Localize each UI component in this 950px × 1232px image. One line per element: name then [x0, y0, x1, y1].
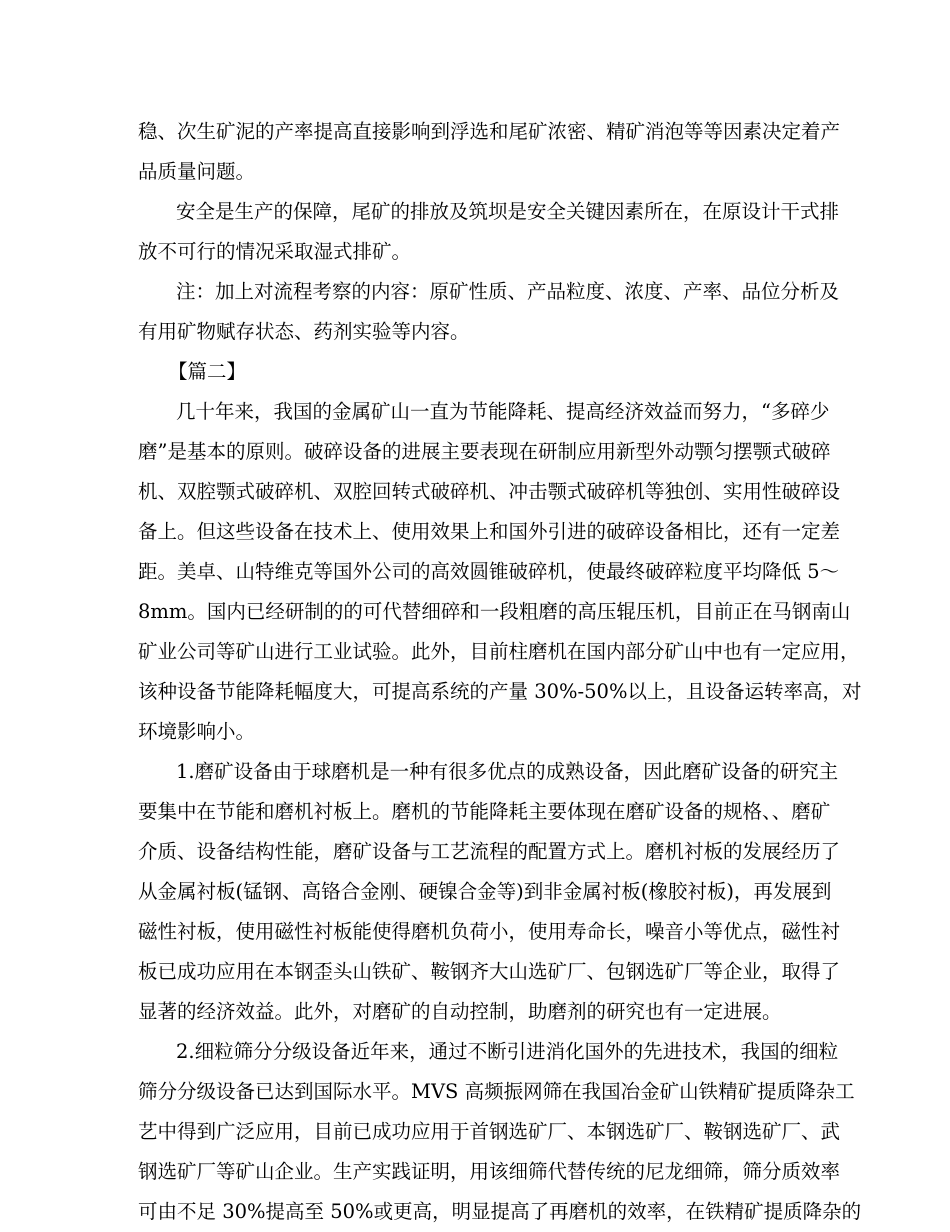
text-line: 显著的经济效益。此外，对磨矿的自动控制，助磨剂的研究也有一定进展。 [138, 1000, 782, 1023]
text-line: 1.磨矿设备由于球磨机是一种有很多优点的成熟设备，因此磨矿设备的研究主 [176, 760, 839, 783]
text-line: 备上。但这些设备在技术上、使用效果上和国外引进的破碎设备相比，还有一定差 [138, 520, 841, 543]
text-line: 该种设备节能降耗幅度大，可提高系统的产量 30%-50%以上，且设备运转率高，对 [138, 680, 862, 703]
text-line: 钢选矿厂等矿山企业。生产实践证明，用该细筛代替传统的尼龙细筛，筛分质效率 [138, 1160, 841, 1183]
text-line: 安全是生产的保障，尾矿的排放及筑坝是安全关键因素所在，在原设计干式排 [176, 200, 840, 223]
text-line: 机、双腔颚式破碎机、双腔回转式破碎机、冲击颚式破碎机等独创、实用性破碎设 [138, 480, 841, 503]
text-line: 8mm。国内已经研制的的可代替细碎和一段粗磨的高压辊压机，目前正在马钢南山 [138, 600, 851, 623]
text-line: 介质、设备结构性能，磨矿设备与工艺流程的配置方式上。磨机衬板的发展经历了 [138, 840, 841, 863]
text-line: 艺中得到广泛应用，目前已成功应用于首钢选矿厂、本钢选矿厂、鞍钢选矿厂、武 [138, 1120, 841, 1143]
section-heading: 【篇二】 [168, 360, 247, 383]
text-line: 2.细粒筛分分级设备近年来，通过不断引进消化国外的先进技术，我国的细粒 [176, 1040, 839, 1063]
text-line: 放不可行的情况采取湿式排矿。 [138, 240, 412, 263]
text-line: 从金属衬板(锰钢、高铬合金刚、硬镍合金等)到非金属衬板(橡胶衬板)，再发展到 [138, 880, 832, 903]
text-line: 环境影响小。 [138, 720, 256, 743]
text-line: 品质量问题。 [138, 160, 256, 183]
text-line: 稳、次生矿泥的产率提高直接影响到浮选和尾矿浓密、精矿消泡等等因素决定着产 [138, 120, 841, 143]
text-line: 有用矿物赋存状态、药剂实验等内容。 [138, 320, 470, 343]
text-line: 几十年来，我国的金属矿山一直为节能降耗、提高经济效益而努力，“多碎少 [176, 400, 830, 423]
text-line: 磁性衬板，使用磁性衬板能使得磨机负荷小，使用寿命长，噪音小等优点，磁性衬 [138, 920, 841, 943]
text-line: 注：加上对流程考察的内容：原矿性质、产品粒度、浓度、产率、品位分析及 [176, 280, 840, 303]
text-line: 要集中在节能和磨机衬板上。磨机的节能降耗主要体现在磨矿设备的规格、、磨矿 [138, 800, 831, 823]
text-line: 距。美卓、山特维克等国外公司的高效圆锥破碎机，使最终破碎粒度平均降低 5～ [138, 560, 840, 583]
text-line: 磨”是基本的原则。破碎设备的进展主要表现在研制应用新型外动颚匀摆颚式破碎 [138, 440, 831, 463]
text-line: 矿业公司等矿山进行工业试验。此外，目前柱磨机在国内部分矿山中也有一定应用， [138, 640, 860, 663]
text-line: 筛分分级设备已达到国际水平。MVS 高频振网筛在我国冶金矿山铁精矿提质降杂工 [138, 1080, 855, 1103]
text-line: 板已成功应用在本钢歪头山铁矿、鞍钢齐大山选矿厂、包钢选矿厂等企业，取得了 [138, 960, 841, 983]
text-line: 可由不足 30%提高至 50%或更高，明显提高了再磨机的效率，在铁精矿提质降杂的 [138, 1200, 862, 1223]
document-body [138, 112, 862, 1232]
